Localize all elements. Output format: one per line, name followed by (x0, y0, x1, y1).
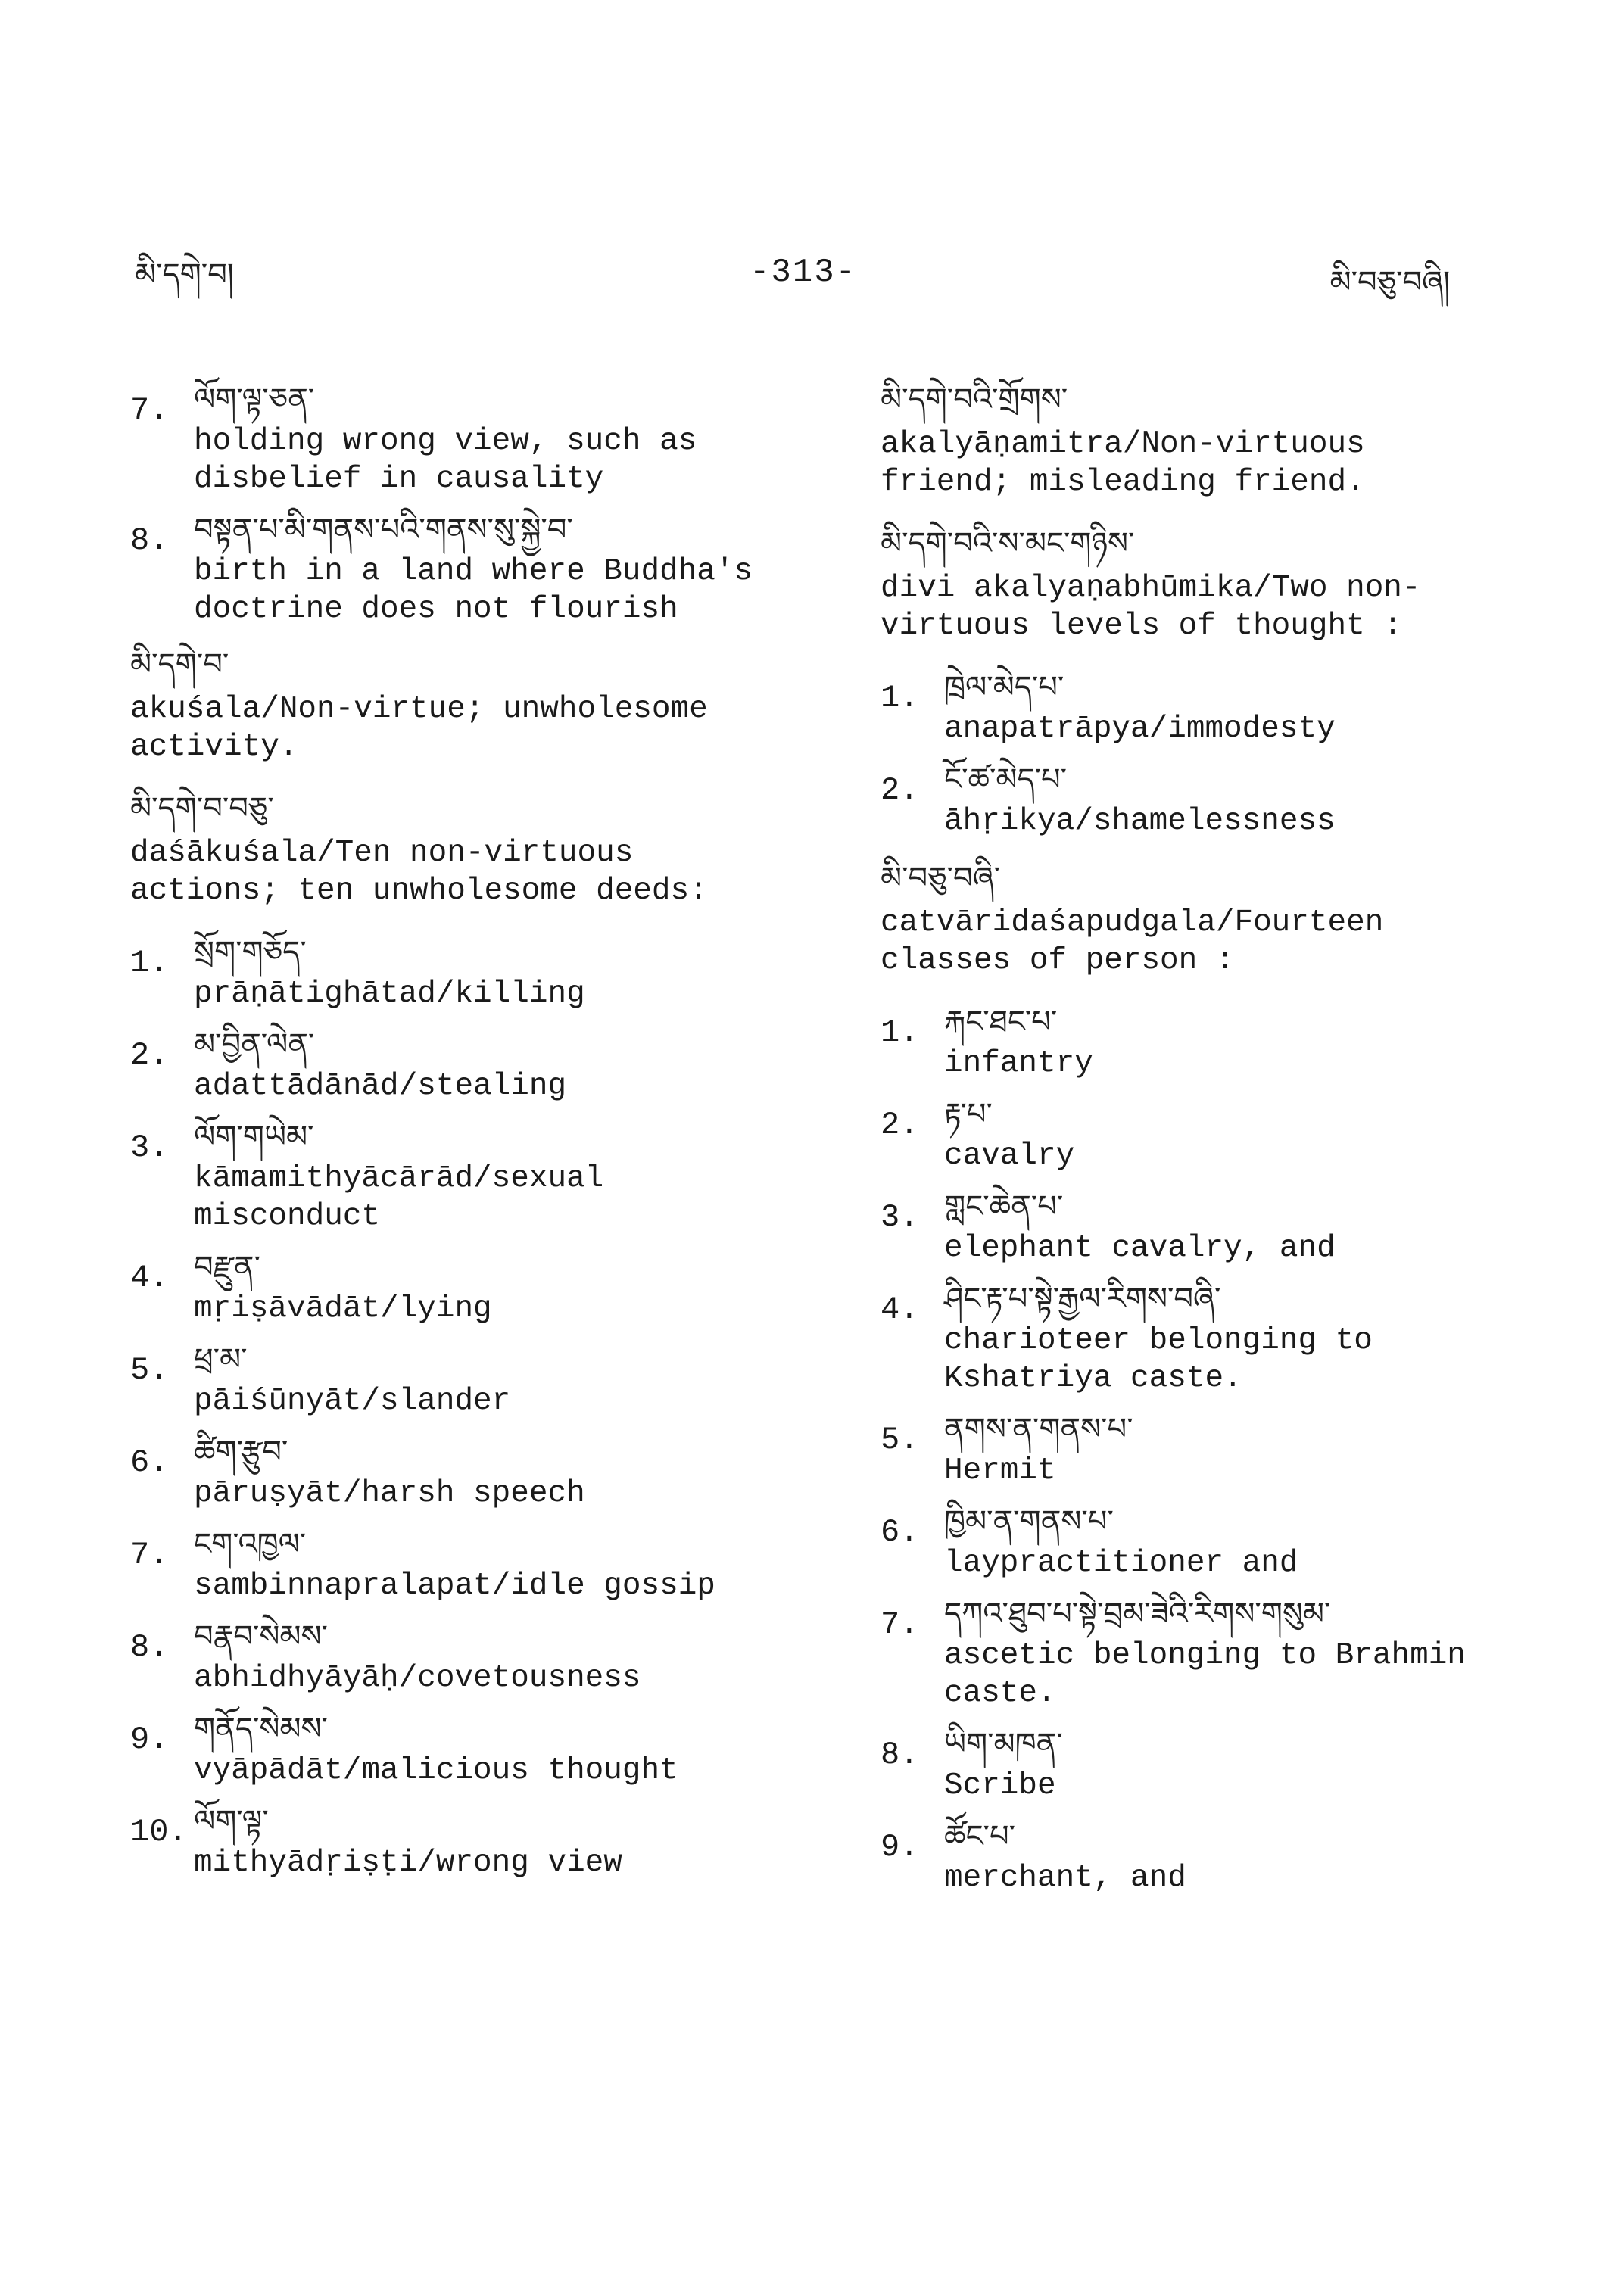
item-gloss: cavalry (944, 1139, 1075, 1173)
item-tibetan: བརྣབ་སེམས་ (194, 1619, 328, 1654)
item-body (194, 1116, 796, 1235)
entry-definition: daśākuśala/Ten non-virtuous actions; ten unwholesome deeds: (130, 836, 708, 908)
item-gloss: Hermit (944, 1453, 1056, 1488)
list-item (130, 1023, 796, 1105)
item-tibetan: དཀའ་ཐུབ་པ་སྟེ་བྲམ་ཟེའི་རིགས་གསུམ་ (944, 1597, 1331, 1631)
item-number: 9. (881, 1829, 919, 1865)
item-body (944, 666, 1524, 748)
list-item (130, 379, 796, 498)
item-tibetan: ལོག་གཡེམ་ (194, 1120, 314, 1154)
item-gloss: vyāpādāt/malicious thought (194, 1753, 678, 1788)
list-item (881, 1593, 1524, 1712)
list-item (881, 1723, 1524, 1805)
entry-definition: akalyāṇamitra/Non-virtuous friend; misleading friend. (881, 427, 1365, 500)
item-number: 8. (881, 1737, 919, 1773)
item-body (194, 379, 796, 498)
item-gloss: Scribe (944, 1768, 1056, 1803)
entry-headword: མི་དགེ་བ་ (130, 647, 229, 682)
item-tibetan: ཤིང་རྟ་པ་སྟེ་རྒྱལ་རིགས་བཞི་ (944, 1282, 1221, 1316)
item-body (194, 1246, 796, 1328)
item-tibetan: ཕྲ་མ་ (194, 1342, 248, 1377)
item-number: 1. (130, 945, 169, 981)
item-body (194, 1523, 796, 1605)
entry-headword: མི་དགེ་བ་བཅུ་ (130, 791, 274, 826)
item-body (944, 1278, 1524, 1397)
item-gloss: sambinnapralapat/idle gossip (194, 1569, 715, 1603)
item-body (194, 931, 796, 1013)
right-column (881, 379, 1524, 1914)
list-item (130, 1246, 796, 1328)
list-item (130, 1615, 796, 1697)
dictionary-entry (881, 379, 1524, 501)
item-number: 4. (881, 1291, 919, 1328)
item-gloss: mṛiṣāvādāt/lying (194, 1291, 492, 1326)
item-tibetan: མ་བྱིན་ལེན་ (194, 1027, 315, 1062)
item-body (194, 1800, 796, 1882)
list-item (130, 1338, 796, 1420)
item-tibetan: ཁྲེལ་མེད་པ་ (944, 670, 1064, 705)
item-gloss: ascetic belonging to Brahmin caste. (944, 1638, 1466, 1711)
item-tibetan: རྟ་པ་ (944, 1097, 993, 1132)
item-number: 7. (130, 392, 169, 428)
item-tibetan: ཁྱིམ་ན་གནས་པ་ (944, 1504, 1114, 1539)
item-number: 3. (881, 1199, 919, 1235)
item-body (194, 1708, 796, 1790)
list-item (881, 1408, 1524, 1490)
list-item (881, 1278, 1524, 1397)
entry-definition: akuśala/Non-virtue; unwholesome activity. (130, 692, 708, 765)
item-tibetan: ཚིག་རྩུབ་ (194, 1435, 288, 1469)
item-number: 7. (130, 1537, 169, 1573)
dictionary-entry (881, 522, 1524, 840)
page-number: -313- (750, 254, 858, 291)
item-gloss: prāṇātighātad/killing (194, 977, 585, 1011)
item-body (194, 1615, 796, 1697)
item-tibetan: ཚོང་པ་ (944, 1819, 1015, 1854)
item-body (944, 1093, 1524, 1175)
item-number: 6. (130, 1444, 169, 1481)
item-body (944, 1723, 1524, 1805)
item-tibetan: གླང་ཆེན་པ་ (944, 1189, 1064, 1224)
item-gloss: mithyādṛiṣṭi/wrong view (194, 1846, 622, 1880)
item-tibetan: བསྟན་པ་མི་གནས་པའི་གནས་སུ་སྐྱེ་བ་ (194, 512, 573, 547)
item-number: 8. (130, 522, 169, 559)
item-tibetan: ངག་འཁྱལ་ (194, 1527, 307, 1562)
item-gloss: abhidhyāyāḥ/covetousness (194, 1661, 641, 1696)
item-body (944, 1001, 1524, 1083)
list-item (881, 666, 1524, 748)
item-tibetan: གནོད་སེམས་ (194, 1712, 328, 1746)
item-body (944, 1185, 1524, 1267)
item-tibetan: ནགས་ན་གནས་པ་ (944, 1412, 1133, 1447)
item-body (944, 1500, 1524, 1582)
item-number: 7. (881, 1606, 919, 1643)
dictionary-entry (881, 857, 1524, 1897)
entry-headword: མི་དགེ་བའི་གྲོགས་ (881, 382, 1068, 417)
item-number: 4. (130, 1260, 169, 1296)
running-head-left: མི་དགེ་བ། (135, 257, 234, 292)
item-number: 9. (130, 1721, 169, 1758)
left-column (130, 379, 796, 1899)
list-item (130, 1708, 796, 1790)
item-body (194, 1338, 796, 1420)
item-gloss: adattādānād/stealing (194, 1069, 567, 1104)
list-item (881, 759, 1524, 840)
list-item (881, 1185, 1524, 1267)
continued-list (130, 379, 796, 628)
item-number: 5. (130, 1352, 169, 1388)
item-number: 8. (130, 1629, 169, 1665)
item-number: 6. (881, 1514, 919, 1550)
item-number: 10. (130, 1814, 188, 1850)
item-gloss: holding wrong view, such as disbelief in causality (194, 424, 697, 497)
item-gloss: āhṛikya/shamelessness (944, 804, 1336, 839)
item-number: 3. (130, 1129, 169, 1166)
item-number: 2. (881, 1107, 919, 1143)
item-body (944, 1408, 1524, 1490)
list-item (130, 931, 796, 1013)
list-item (881, 1500, 1524, 1582)
entry-headword: མི་བཅུ་བཞི་ (881, 861, 1000, 896)
item-tibetan: ལོག་ལྟ་ཅན་ (194, 382, 315, 417)
list-item (130, 1800, 796, 1882)
item-tibetan: བརྫུན་ (194, 1250, 260, 1285)
item-tibetan: ལོག་ལྟ་ (194, 1804, 269, 1839)
item-number: 1. (881, 1014, 919, 1051)
item-body (944, 1815, 1524, 1897)
item-gloss: kāmamithyācārād/sexual misconduct (194, 1161, 604, 1234)
dictionary-entry (130, 643, 796, 766)
item-tibetan: སྲོག་གཅོད་ (194, 935, 307, 970)
item-gloss: infantry (944, 1046, 1093, 1081)
item-body (944, 1593, 1524, 1712)
list-item (130, 1431, 796, 1513)
item-gloss: pāiśūnyāt/slander (194, 1384, 511, 1419)
list-item (130, 1116, 796, 1235)
item-gloss: anapatrāpya/immodesty (944, 712, 1336, 746)
item-number: 1. (881, 680, 919, 716)
item-body (194, 1023, 796, 1105)
item-body (194, 1431, 796, 1513)
item-tibetan: ངོ་ཚ་མེད་པ་ (944, 762, 1068, 797)
item-gloss: merchant, and (944, 1861, 1186, 1896)
entry-definition: catvāridaśapudgala/Fourteen classes of person : (881, 905, 1384, 978)
item-body (194, 509, 796, 628)
item-gloss: laypractitioner and (944, 1546, 1298, 1581)
item-tibetan: ཡིག་མཁན་ (944, 1727, 1063, 1762)
item-number: 2. (130, 1037, 169, 1073)
list-item (881, 1093, 1524, 1175)
list-item (130, 509, 796, 628)
item-number: 5. (881, 1422, 919, 1458)
entry-definition: divi akalyaṇabhūmika/Two non- virtuous levels of thought : (881, 571, 1421, 643)
entry-headword: མི་དགེ་བའི་ས་མང་གཉིས་ (881, 526, 1135, 561)
item-tibetan: རྐང་ཐང་པ་ (944, 1005, 1058, 1039)
item-gloss: birth in a land where Buddha's doctrine does not flourish (194, 554, 753, 627)
item-gloss: elephant cavalry, and (944, 1231, 1336, 1266)
list-item (130, 1523, 796, 1605)
list-item (881, 1815, 1524, 1897)
running-head-right: མི་བཅུ་བཞི། (1329, 265, 1450, 300)
item-number: 2. (881, 772, 919, 808)
item-body (944, 759, 1524, 840)
list-item (881, 1001, 1524, 1083)
dictionary-entry (130, 787, 796, 1882)
item-gloss: pāruṣyāt/harsh speech (194, 1476, 585, 1511)
item-gloss: charioteer belonging to Kshatriya caste. (944, 1323, 1373, 1396)
